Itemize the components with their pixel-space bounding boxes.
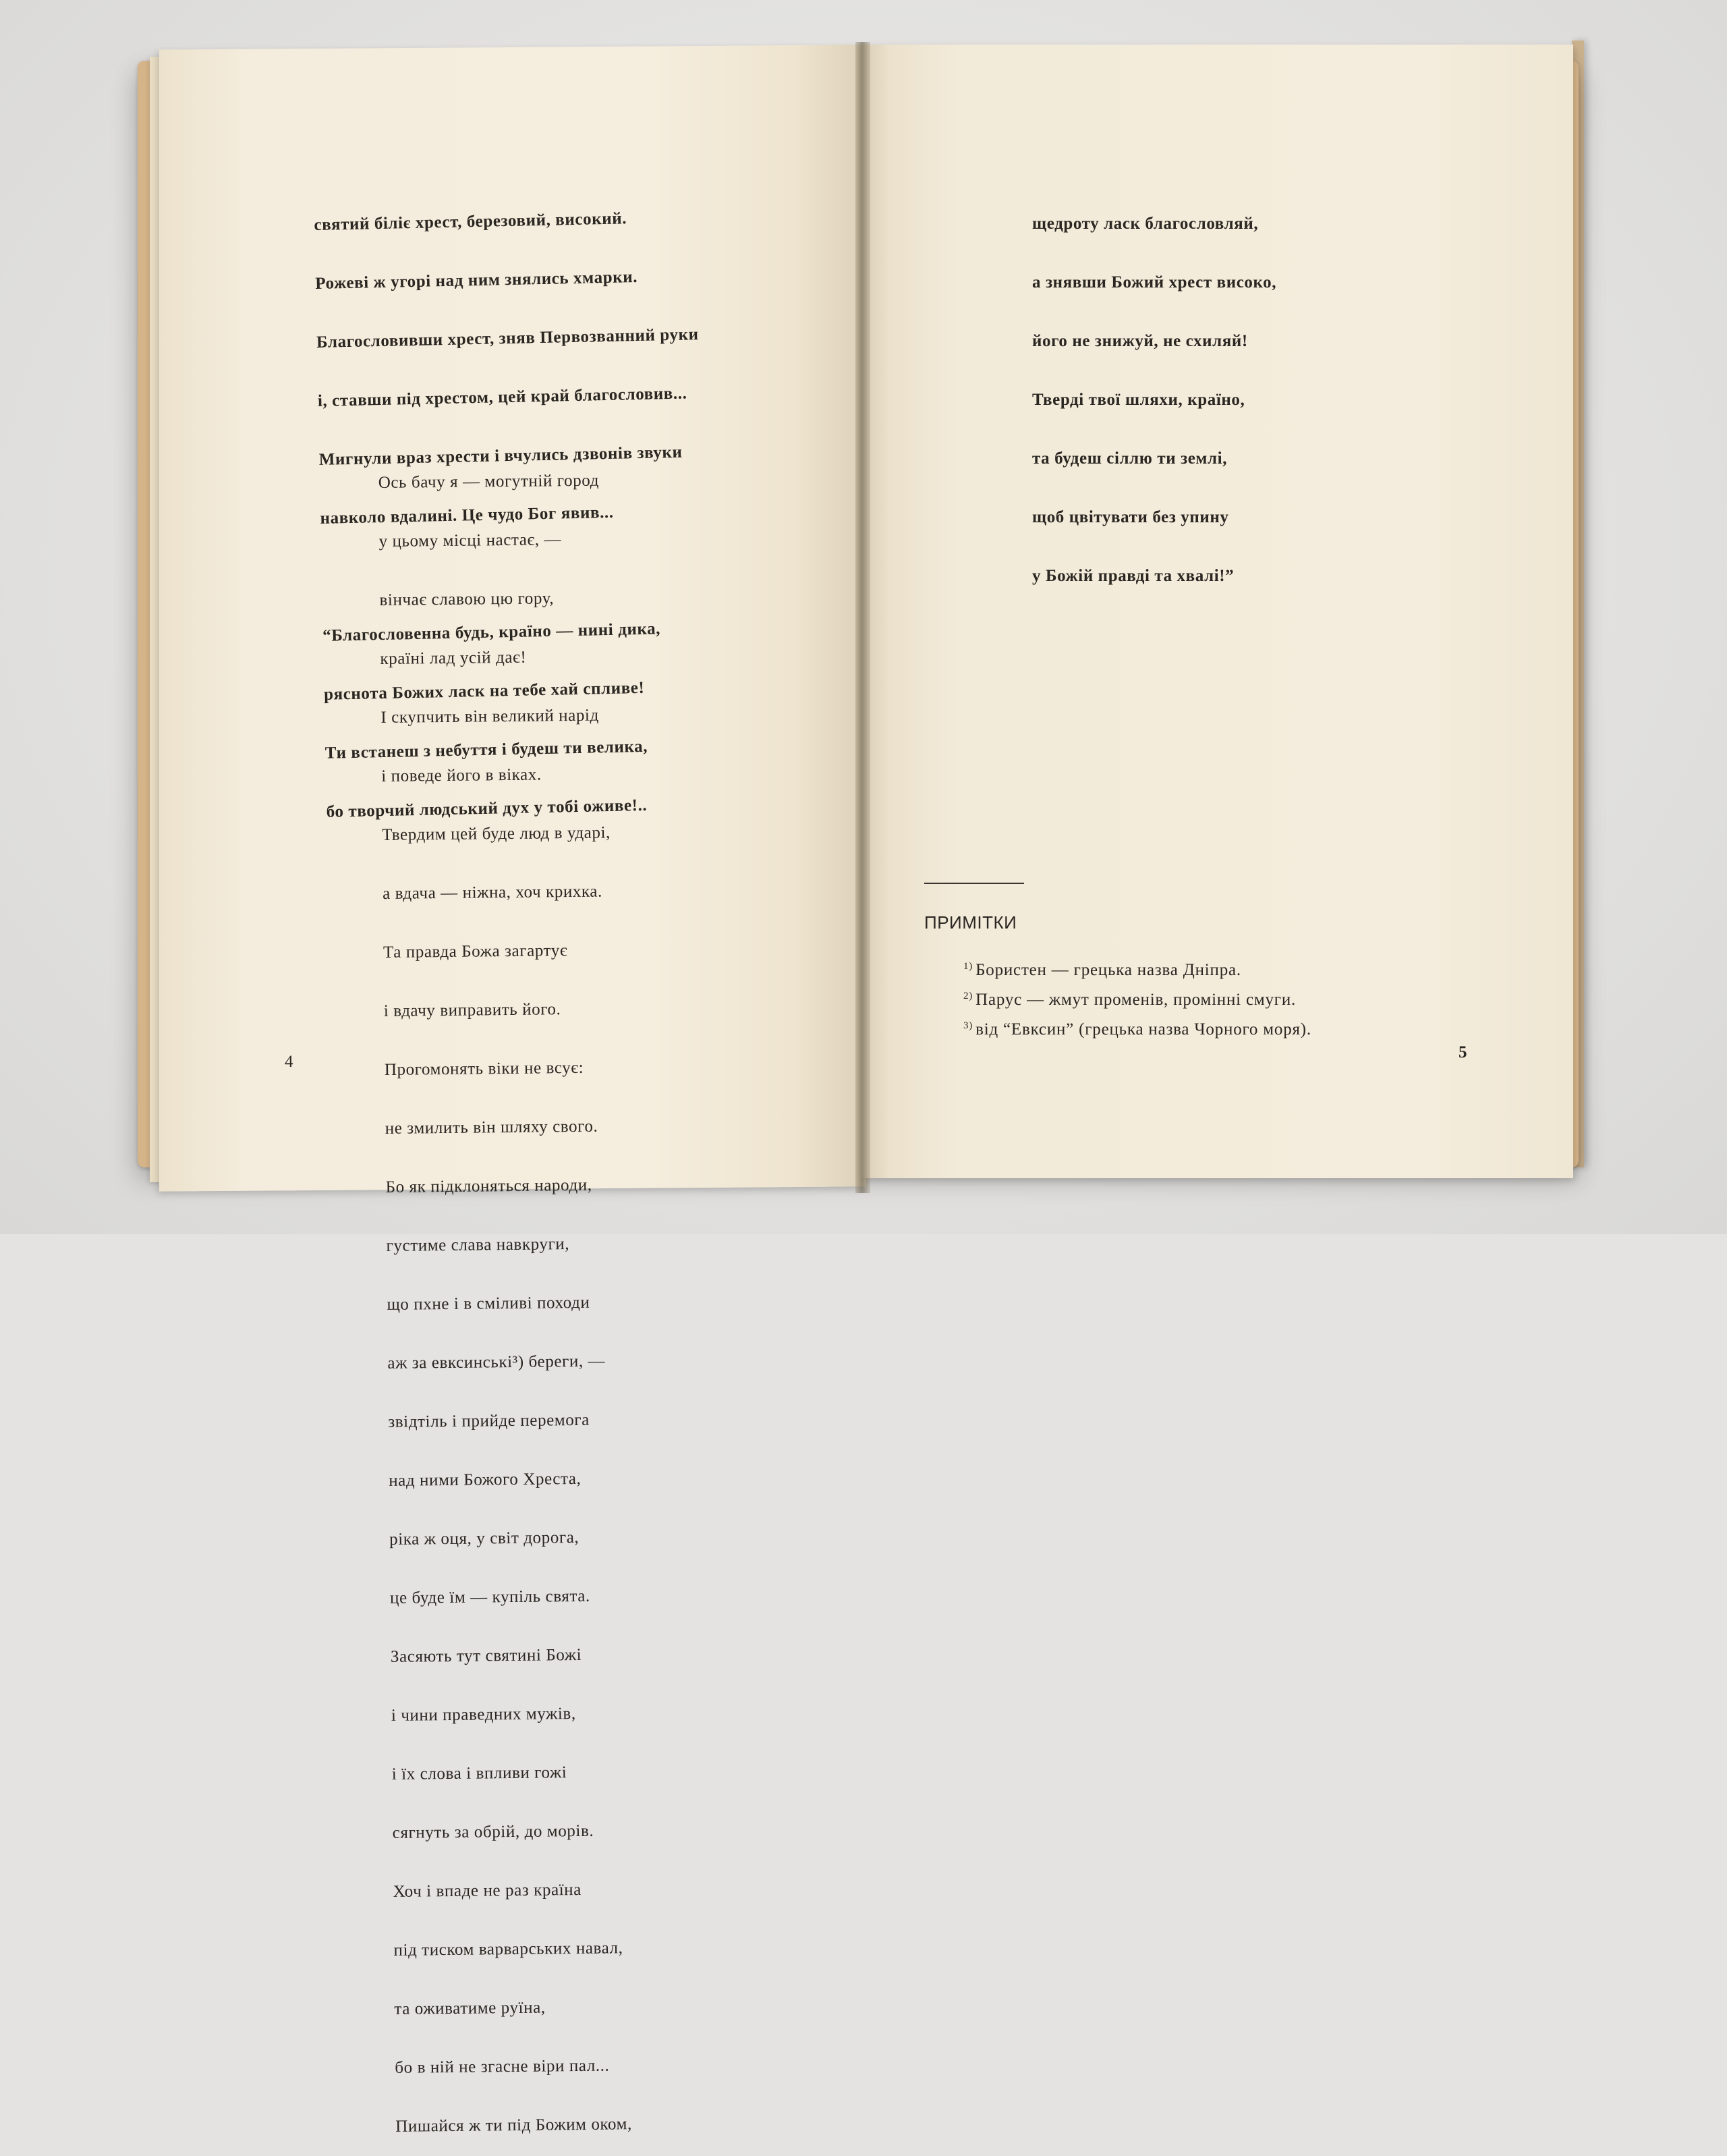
poem-line: Мигнули враз хрести і вчулись дзвонів звуки	[318, 443, 683, 469]
poem-line: і чини праведних мужів,	[391, 1705, 576, 1725]
poem-line: не змилить він шляху свого.	[385, 1117, 598, 1138]
poem-line: і поведе його в віках.	[381, 765, 542, 785]
poem-line: у цьому місці настає, —	[378, 530, 562, 551]
poem-line: і їх слова і впливи гожі	[391, 1763, 567, 1784]
page-number-right: 5	[1459, 1043, 1467, 1061]
poem-line: Благословивши хрест, зняв Первозванний руки	[316, 325, 699, 352]
poem-line: ріка ж оця, у світ дорога,	[389, 1528, 579, 1549]
poem-line: щоб цвітувати без упину	[1032, 508, 1229, 526]
poem-line: навколо вдалині. Це чудо Бог явив...	[320, 503, 614, 528]
poem-line: “Благословенна будь, країно — нині дика,	[322, 619, 661, 645]
notes-list	[963, 951, 1311, 1041]
poem-line: аж за евксинські³) береги, —	[387, 1352, 606, 1373]
note-marker: 2)	[963, 991, 973, 1001]
page-number-left: 4	[285, 1053, 293, 1071]
poem-line: святий біліє хрест, березовий, високий.	[314, 209, 627, 234]
poem-line: І скупчить він великий нарід	[380, 706, 599, 727]
poem-line: це буде їм — купіль свята.	[389, 1586, 590, 1607]
poem-line: Рожеві ж угорі над ним знялись хмарки.	[315, 267, 638, 293]
footnote-divider	[924, 883, 1024, 884]
poem-line: і, ставши під хрестом, цей край благословив...	[317, 384, 687, 410]
poem-line: Хоч і впаде не раз країна	[393, 1880, 582, 1901]
right-page-stanza	[1032, 175, 1276, 605]
poem-line: густиме слава навкруги,	[386, 1235, 570, 1255]
note-marker: 3)	[963, 1020, 973, 1031]
poem-line: під тиском варварських навал,	[393, 1939, 623, 1960]
note-item	[963, 1011, 1311, 1041]
note-text: від “Евксин” (грецька назва Чорного моря).	[975, 1020, 1311, 1039]
note-marker: 1)	[963, 961, 973, 972]
poem-line: та будеш сіллю ти землі,	[1032, 449, 1228, 468]
note-item	[963, 951, 1311, 981]
poem-line: Тверді твої шляхи, країно,	[1032, 391, 1245, 409]
poem-line: звідтіль і прийде перемога	[388, 1410, 590, 1431]
poem-line: ряснота Божих ласк на тебе хай спливе!	[323, 678, 645, 704]
poem-line: бо в ній не згасне віри пал...	[395, 2056, 610, 2077]
poem-line: і вдачу виправить його.	[383, 1000, 561, 1020]
note-item	[963, 981, 1311, 1011]
poem-line: у Божій правді та хвалі!”	[1032, 567, 1235, 585]
poem-line: та оживатиме руїна,	[394, 1998, 546, 2018]
poem-line: його не знижуй, не схиляй!	[1032, 332, 1248, 350]
left-page-stanza-3	[378, 432, 632, 2156]
poem-line: а вдача — ніжна, хоч крихка.	[382, 882, 602, 903]
poem-line: щедроту ласк благословляй,	[1032, 215, 1259, 233]
book-gutter	[855, 42, 870, 1193]
poem-line: країні лад усій дає!	[380, 648, 527, 668]
poem-line: вінчає славою цю гору,	[379, 589, 555, 609]
poem-line: Пишайся ж ти під Божим оком,	[395, 2115, 632, 2136]
notes-heading: ПРИМІТКИ	[924, 912, 1017, 933]
poem-line: над ними Божого Хреста,	[389, 1469, 582, 1490]
poem-line: Ось бачу я — могутній город	[378, 471, 600, 492]
poem-line: Засяють тут святині Божі	[390, 1645, 582, 1666]
note-text: Бористен — грецька назва Дніпра.	[975, 961, 1241, 979]
poem-line: що пхне і в сміливі походи	[387, 1293, 590, 1314]
poem-line: Прогомонять віки не всує:	[384, 1058, 584, 1079]
poem-line: Ти встанеш з небуття і будеш ти велика,	[324, 737, 648, 763]
poem-line: Та правда Божа загартує	[383, 941, 568, 962]
poem-line: Бо як підклоняться народи,	[385, 1176, 592, 1196]
note-text: Парус — жмут променів, промінні смуги.	[975, 991, 1297, 1009]
poem-line: Твердим цей буде люд в ударі,	[382, 823, 611, 844]
poem-line: бо творчий людський дух у тобі оживе!..	[326, 796, 648, 821]
poem-line: сягнуть за обрій, до морів.	[392, 1821, 594, 1842]
poem-line: а знявши Божий хрест високо,	[1032, 273, 1277, 292]
